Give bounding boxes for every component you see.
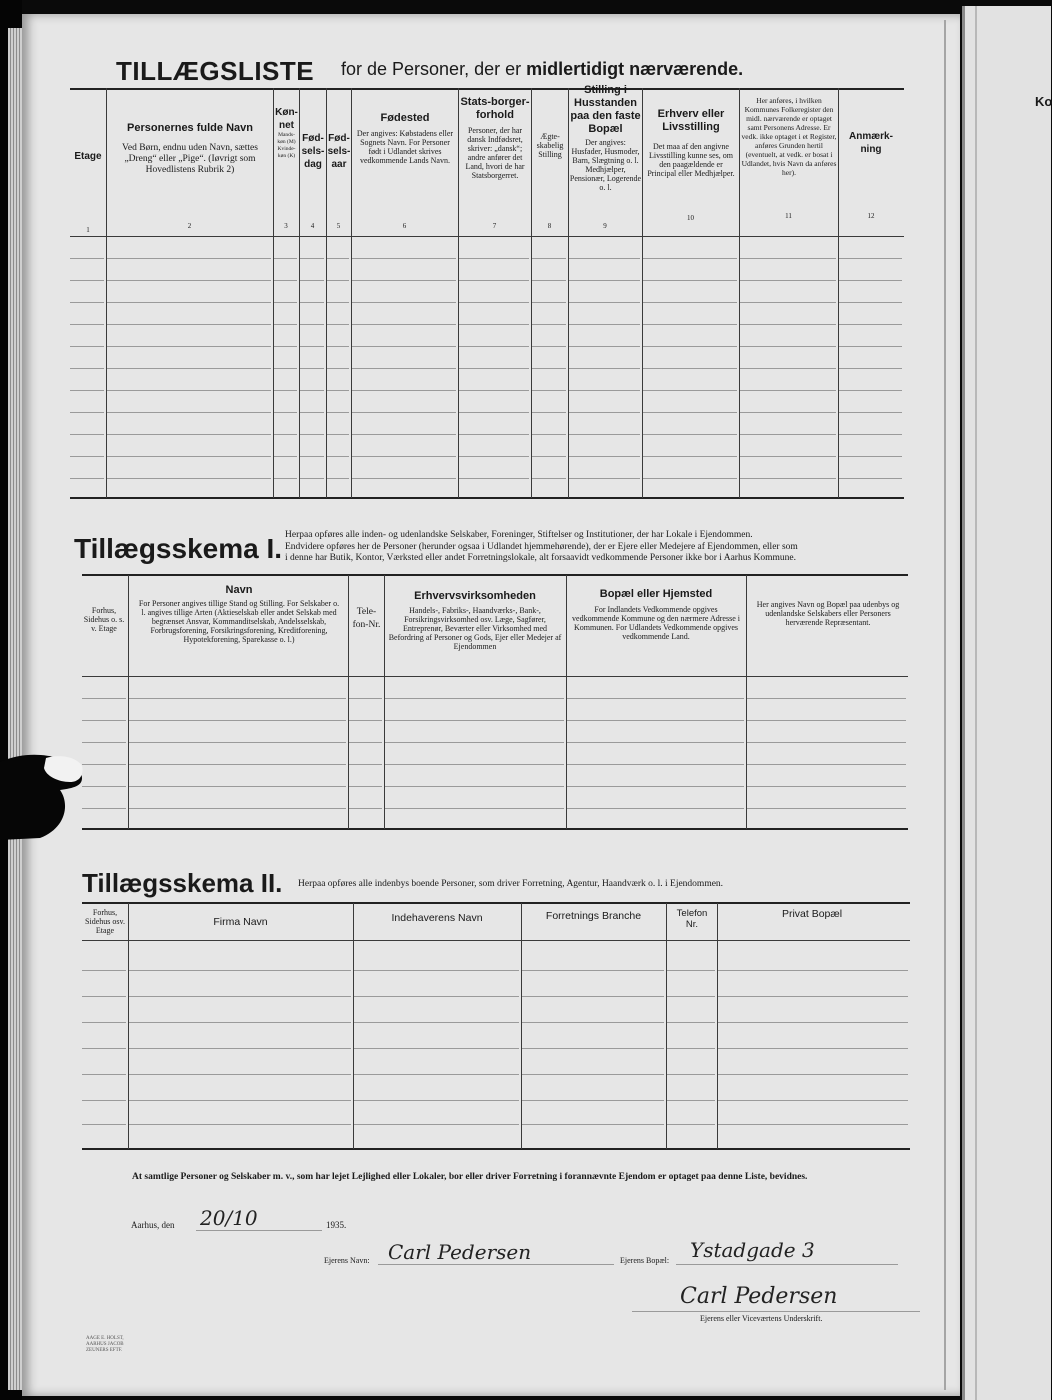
- ruled-line: [839, 346, 902, 347]
- ruled-line: [740, 368, 836, 369]
- ruled-line: [327, 368, 349, 369]
- owner-name-line: [378, 1264, 614, 1265]
- ruled-line: [82, 698, 126, 699]
- s1-col-navn: Navn For Personer angives tillige Stand og Stilling. For Selskaber o. l. angives tillige Arten (Aktieselskab eller andet Selskab med begrænset Ansvar, Kommanditselskab, Andelsselskab, Forbrugsforening, Forsikringsforening, Kreditforening, Hypotekforening, Sparekasse o. l.): [138, 584, 340, 644]
- skema1-instructions: Herpaa opføres alle inden- og udenlandske Selskaber, Foreninger, Stiftelser og Institutioner, der har Lokale i Ejendommen. Endvidere opføres her de Personer (herunder ogsaa i Udlandet hjemmehørende), der er Ejere eller Medejere af Ejendommen, eller som i denne har Butik, Kontor, Værksted eller andet Forretningslokale, alt forsaavidt vedkommende Personer ikke bor i Aarhus Kommune.: [285, 530, 798, 563]
- ruled-line: [129, 698, 346, 699]
- ruled-line: [839, 280, 902, 281]
- ruled-line: [567, 764, 744, 765]
- ruled-line: [385, 764, 564, 765]
- ruled-line: [839, 478, 902, 479]
- ruled-line: [740, 324, 836, 325]
- ruled-line: [352, 478, 456, 479]
- owner-address-line: [676, 1264, 898, 1265]
- ruled-line: [327, 412, 349, 413]
- binding-edge: [975, 6, 977, 1400]
- t1-colnum: 3: [284, 222, 288, 230]
- ruled-line: [274, 368, 297, 369]
- ruled-line: [385, 698, 564, 699]
- ruled-line: [569, 412, 640, 413]
- page-subtitle: for de Personer, der er midlertidigt nærværende.: [341, 59, 744, 79]
- ruled-line: [129, 764, 346, 765]
- ruled-line: [70, 390, 104, 391]
- ruled-line: [740, 390, 836, 391]
- ruled-line: [532, 302, 566, 303]
- ruled-line: [522, 1124, 664, 1125]
- next-page: [962, 6, 1051, 1400]
- ruled-line: [300, 324, 324, 325]
- ruled-line: [82, 1022, 126, 1023]
- ruled-line: [643, 456, 737, 457]
- t1-col-foedselsaar: Fød-sels-aar: [327, 133, 351, 170]
- ruled-line: [70, 324, 104, 325]
- skema2-title: Tillægsskema II.: [82, 868, 283, 898]
- ruled-line: [718, 996, 908, 997]
- ruled-line: [643, 368, 737, 369]
- ruled-line: [82, 1048, 126, 1049]
- ruled-line: [667, 1124, 715, 1125]
- ruled-line: [459, 258, 529, 259]
- date-line: [196, 1230, 322, 1231]
- ruled-line: [327, 390, 349, 391]
- ruled-line: [107, 258, 271, 259]
- t1-col-koen: Køn-net Mands-køn (M) Kvinde-køn (K): [275, 107, 298, 159]
- ruled-line: [839, 412, 902, 413]
- skema1-title: Tillægsskema I.: [74, 533, 283, 564]
- ruled-line: [107, 434, 271, 435]
- ruled-line: [70, 434, 104, 435]
- ruled-line: [569, 324, 640, 325]
- ruled-line: [129, 786, 346, 787]
- t1-colnum: 7: [492, 222, 497, 230]
- ruled-line: [82, 970, 126, 971]
- ruled-line: [567, 720, 744, 721]
- ruled-line: [327, 456, 349, 457]
- ruled-line: [839, 368, 902, 369]
- ruled-line: [643, 478, 737, 479]
- ruled-line: [740, 280, 836, 281]
- ruled-line: [107, 456, 271, 457]
- ruled-line: [82, 996, 126, 997]
- ruled-line: [643, 324, 737, 325]
- ruled-line: [274, 280, 297, 281]
- t1-colnum: 4: [310, 222, 315, 230]
- ruled-line: [354, 996, 519, 997]
- ruled-line: [839, 302, 902, 303]
- ruled-line: [107, 280, 271, 281]
- ruled-line: [567, 808, 744, 809]
- ruled-line: [349, 698, 382, 699]
- ruled-line: [354, 1074, 519, 1075]
- ruled-line: [569, 258, 640, 259]
- ruled-line: [107, 390, 271, 391]
- t1-colnum: 12: [867, 212, 875, 220]
- ruled-line: [522, 1048, 664, 1049]
- t1-colnum: 9: [603, 222, 607, 230]
- ruled-line: [839, 456, 902, 457]
- ruled-line: [349, 742, 382, 743]
- ruled-line: [569, 346, 640, 347]
- t1-col-stilling: Stilling i Husstanden paa den faste Bopæl Der angives: Husfader, Husmoder, Barn, Slægtning o. l. Medhjælper, Pensionær, Logerende o. l.: [569, 84, 642, 192]
- ruled-line: [327, 302, 349, 303]
- ruled-line: [569, 368, 640, 369]
- ruled-line: [459, 346, 529, 347]
- ruled-line: [839, 390, 902, 391]
- ruled-line: [352, 368, 456, 369]
- ruled-line: [459, 390, 529, 391]
- place-label: Aarhus, den: [131, 1220, 175, 1230]
- ruled-line: [747, 808, 906, 809]
- ruled-line: [459, 324, 529, 325]
- printer-imprint: AAGE E. HOLST, AARHUS JACOB ZEUNERS EFTF.: [86, 1336, 124, 1353]
- ruled-line: [327, 324, 349, 325]
- ruled-line: [839, 434, 902, 435]
- ruled-line: [718, 970, 908, 971]
- ruled-line: [459, 456, 529, 457]
- ruled-line: [129, 742, 346, 743]
- ruled-line: [385, 786, 564, 787]
- ruled-line: [740, 412, 836, 413]
- ruled-line: [569, 390, 640, 391]
- ruled-line: [839, 324, 902, 325]
- binding-line: [944, 20, 946, 1390]
- ruled-line: [327, 434, 349, 435]
- signature-line: [632, 1311, 920, 1312]
- ruled-line: [532, 478, 566, 479]
- ruled-line: [718, 1100, 908, 1101]
- ruled-line: [569, 434, 640, 435]
- ruled-line: [349, 808, 382, 809]
- ruled-line: [82, 786, 126, 787]
- ruled-line: [70, 258, 104, 259]
- ruled-line: [327, 258, 349, 259]
- ruled-line: [129, 808, 346, 809]
- thumb-image: [0, 748, 84, 840]
- ruled-line: [569, 280, 640, 281]
- ruled-line: [459, 368, 529, 369]
- ruled-line: [70, 478, 104, 479]
- ruled-line: [532, 434, 566, 435]
- t1-colnum: 1: [86, 226, 90, 234]
- ruled-line: [274, 412, 297, 413]
- ruled-line: [667, 1048, 715, 1049]
- ruled-line: [459, 302, 529, 303]
- ruled-line: [459, 412, 529, 413]
- ruled-line: [740, 346, 836, 347]
- ruled-line: [82, 808, 126, 809]
- ruled-line: [107, 412, 271, 413]
- ruled-line: [532, 412, 566, 413]
- ruled-line: [327, 478, 349, 479]
- ruled-line: [643, 258, 737, 259]
- owner-name-label: Ejerens Navn:: [324, 1256, 370, 1265]
- s2-col-bopael: Privat Bopæl: [781, 908, 843, 920]
- ruled-line: [70, 346, 104, 347]
- ruled-line: [129, 1100, 351, 1101]
- t1-col-etage: Etage: [74, 151, 102, 162]
- s1-col-telefon: Tele-fon-Nr.: [352, 607, 381, 630]
- t1-col-statsborger: Stats-borger-forhold Personer, der har dansk Indfødsret, skriver: „dansk“; andre anfører det Land, hvori de har Statsborgerret.: [460, 96, 530, 180]
- s2-col-branche: Forretnings Branche: [545, 910, 642, 922]
- ruled-line: [70, 368, 104, 369]
- ruled-line: [532, 390, 566, 391]
- ruled-line: [327, 280, 349, 281]
- ruled-line: [718, 1074, 908, 1075]
- ruled-line: [532, 324, 566, 325]
- ruled-line: [718, 1124, 908, 1125]
- t1-colnum: 8: [547, 222, 552, 230]
- ruled-line: [107, 346, 271, 347]
- ruled-line: [300, 390, 324, 391]
- attestation-statement: At samtlige Personer og Selskaber m. v., som har lejet Lejlighed eller Lokaler, bor eller driver Forretning i forannævnte Ejendom er optaget paa denne Liste, bevidnes.: [132, 1172, 808, 1182]
- ruled-line: [352, 302, 456, 303]
- page-stack-edge: [8, 28, 22, 1390]
- ruled-line: [352, 280, 456, 281]
- ruled-line: [747, 720, 906, 721]
- ruled-line: [300, 302, 324, 303]
- ruled-line: [747, 764, 906, 765]
- ruled-line: [532, 280, 566, 281]
- ruled-line: [522, 1074, 664, 1075]
- ruled-line: [354, 1100, 519, 1101]
- ruled-line: [352, 390, 456, 391]
- ruled-line: [274, 258, 297, 259]
- ruled-line: [667, 1074, 715, 1075]
- ruled-line: [532, 456, 566, 457]
- ruled-line: [352, 324, 456, 325]
- ruled-line: [82, 764, 126, 765]
- ruled-line: [643, 346, 737, 347]
- ruled-line: [569, 478, 640, 479]
- ruled-line: [107, 324, 271, 325]
- ruled-line: [274, 302, 297, 303]
- s2-col-forhus: Forhus, Sidehus osv. Etage: [85, 908, 125, 935]
- ruled-line: [349, 720, 382, 721]
- ruled-line: [354, 1124, 519, 1125]
- ruled-line: [532, 368, 566, 369]
- ruled-line: [718, 1022, 908, 1023]
- ruled-line: [352, 456, 456, 457]
- ruled-line: [129, 1048, 351, 1049]
- s1-col-erhverv: Erhvervsvirksomheden Handels-, Fabriks-, Haandværks-, Bank-, Forsikringsvirksomhed osv. Læge, Sagfører, Entreprenør, Beværter eller Virksomhed med Befordring af Personer og Gods, Ejer eller Medejer af Ejendommen: [388, 590, 562, 651]
- ruled-line: [667, 1022, 715, 1023]
- s1-col-repraesentant: Her angives Navn og Bopæl paa udenbys og udenlandske Selskabers eller Personers herværende Repræsentant.: [756, 600, 900, 627]
- ruled-line: [300, 280, 324, 281]
- t1-col-erhverv: Erhverv eller Livsstilling Det maa af den angivne Livsstilling kunne ses, om den paagældende er Principal eller Medhjælper.: [647, 108, 735, 178]
- ruled-line: [82, 720, 126, 721]
- ruled-line: [643, 412, 737, 413]
- ruled-line: [667, 970, 715, 971]
- ruled-line: [567, 742, 744, 743]
- ruled-line: [740, 478, 836, 479]
- ruled-line: [129, 1124, 351, 1125]
- ruled-line: [747, 742, 906, 743]
- t1-col-foedested: Fødested Der angives: Købstadens eller Sognets Navn. For Personer født i Udlandet skrives vedkommende Lands Navn.: [356, 112, 454, 165]
- ruled-line: [643, 302, 737, 303]
- signature-handwritten: Carl Pedersen: [680, 1284, 838, 1309]
- ruled-line: [643, 434, 737, 435]
- s1-col-bopael: Bopæl eller Hjemsted For Indlandets Vedkommende opgives vedkommende Kommune og den nærmere Adresse i Kommunen. For Udlandets Vedkommende opgives vedkommende Land.: [572, 588, 740, 641]
- ruled-line: [107, 368, 271, 369]
- ruled-line: [354, 1022, 519, 1023]
- ruled-line: [300, 412, 324, 413]
- next-page-fragment: Ko: [1035, 94, 1052, 109]
- ruled-line: [667, 1100, 715, 1101]
- ruled-line: [718, 1048, 908, 1049]
- t1-colnum: 6: [402, 222, 407, 230]
- ruled-line: [70, 412, 104, 413]
- t1-colnum: 5: [336, 222, 341, 230]
- ruled-line: [522, 970, 664, 971]
- ruled-line: [300, 368, 324, 369]
- ruled-line: [107, 302, 271, 303]
- ruled-line: [740, 456, 836, 457]
- ruled-line: [349, 764, 382, 765]
- ruled-line: [274, 456, 297, 457]
- ruled-line: [70, 280, 104, 281]
- ruled-line: [352, 346, 456, 347]
- ruled-line: [839, 258, 902, 259]
- ruled-line: [747, 786, 906, 787]
- ruled-line: [274, 390, 297, 391]
- ruled-line: [107, 478, 271, 479]
- ruled-line: [747, 698, 906, 699]
- t1-colnum: 10: [687, 214, 694, 222]
- ruled-line: [667, 996, 715, 997]
- ruled-line: [740, 302, 836, 303]
- ruled-line: [327, 346, 349, 347]
- ruled-line: [643, 280, 737, 281]
- ruled-line: [274, 434, 297, 435]
- ruled-line: [354, 1048, 519, 1049]
- t1-colnum: 2: [187, 222, 192, 230]
- ruled-line: [300, 346, 324, 347]
- skema2-instructions: Herpaa opføres alle indenbys boende Personer, som driver Forretning, Agentur, Haandværk o. l. i Ejendommen.: [298, 879, 724, 889]
- owner-address-label: Ejerens Bopæl:: [620, 1256, 670, 1265]
- ruled-line: [129, 1074, 351, 1075]
- ruled-line: [82, 1074, 126, 1075]
- ruled-line: [459, 478, 529, 479]
- owner-name-handwritten: Carl Pedersen: [388, 1240, 532, 1264]
- ruled-line: [129, 1022, 351, 1023]
- ruled-line: [740, 258, 836, 259]
- ruled-line: [300, 478, 324, 479]
- s2-col-firma: Firma Navn: [213, 916, 268, 928]
- ruled-line: [300, 434, 324, 435]
- ruled-line: [349, 786, 382, 787]
- ruled-line: [522, 1100, 664, 1101]
- ruled-line: [274, 478, 297, 479]
- t1-col-aegteskab: Ægte-skabelig Stilling: [536, 132, 564, 159]
- t1-colnum: 11: [785, 212, 792, 220]
- ruled-line: [385, 720, 564, 721]
- s2-col-indehaver: Indehaverens Navn: [391, 912, 483, 924]
- ruled-line: [82, 1100, 126, 1101]
- ruled-line: [643, 390, 737, 391]
- ruled-line: [352, 258, 456, 259]
- owner-address-handwritten: Ystadgade 3: [690, 1238, 815, 1262]
- ruled-line: [459, 434, 529, 435]
- ruled-line: [129, 996, 351, 997]
- ruled-line: [532, 258, 566, 259]
- ruled-line: [385, 742, 564, 743]
- ruled-line: [532, 346, 566, 347]
- ruled-line: [522, 1022, 664, 1023]
- signature-label: Ejerens eller Viceværtens Underskrift.: [700, 1314, 823, 1323]
- ruled-line: [300, 258, 324, 259]
- date-handwritten: 20/10: [200, 1206, 258, 1230]
- ruled-line: [352, 412, 456, 413]
- t1-col-foedselsdag: Fød-sels-dag: [301, 133, 325, 170]
- ruled-line: [569, 302, 640, 303]
- s1-col-forhus: Forhus, Sidehus o. s. v. Etage: [83, 606, 125, 633]
- ruled-line: [70, 302, 104, 303]
- page-title: TILLÆGSLISTE: [116, 56, 315, 86]
- year: 1935.: [326, 1220, 347, 1230]
- ruled-line: [82, 742, 126, 743]
- ruled-line: [569, 456, 640, 457]
- ruled-line: [522, 996, 664, 997]
- s2-col-telefon: Telefon Nr.: [676, 908, 708, 930]
- ruled-line: [70, 456, 104, 457]
- ruled-line: [354, 970, 519, 971]
- ruled-line: [300, 456, 324, 457]
- t1-col-adresse: Her anføres, i hvilken Kommunes Folkeregister den midl. nærværende er optaget samt Personens Adresse. Er vedk. ikke optaget i et Register, anføres Grunden hertil (eventuelt, at vedk. er bosat i Udlandet, hvis Navn da anføres her).: [741, 96, 837, 177]
- ruled-line: [567, 698, 744, 699]
- ruled-line: [274, 346, 297, 347]
- t1-col-anmaerkning: Anmærk-ning: [849, 131, 893, 155]
- ruled-line: [274, 324, 297, 325]
- ruled-line: [129, 970, 351, 971]
- ruled-line: [82, 1124, 126, 1125]
- ruled-line: [459, 280, 529, 281]
- ruled-line: [129, 720, 346, 721]
- ruled-line: [567, 786, 744, 787]
- ruled-line: [385, 808, 564, 809]
- ruled-line: [740, 434, 836, 435]
- t1-col-navn: Personernes fulde Navn Ved Børn, endnu uden Navn, sættes „Dreng“ eller „Pige“. (Iøvrigt som Hovedlistens Rubrik 2): [122, 122, 258, 175]
- ruled-line: [352, 434, 456, 435]
